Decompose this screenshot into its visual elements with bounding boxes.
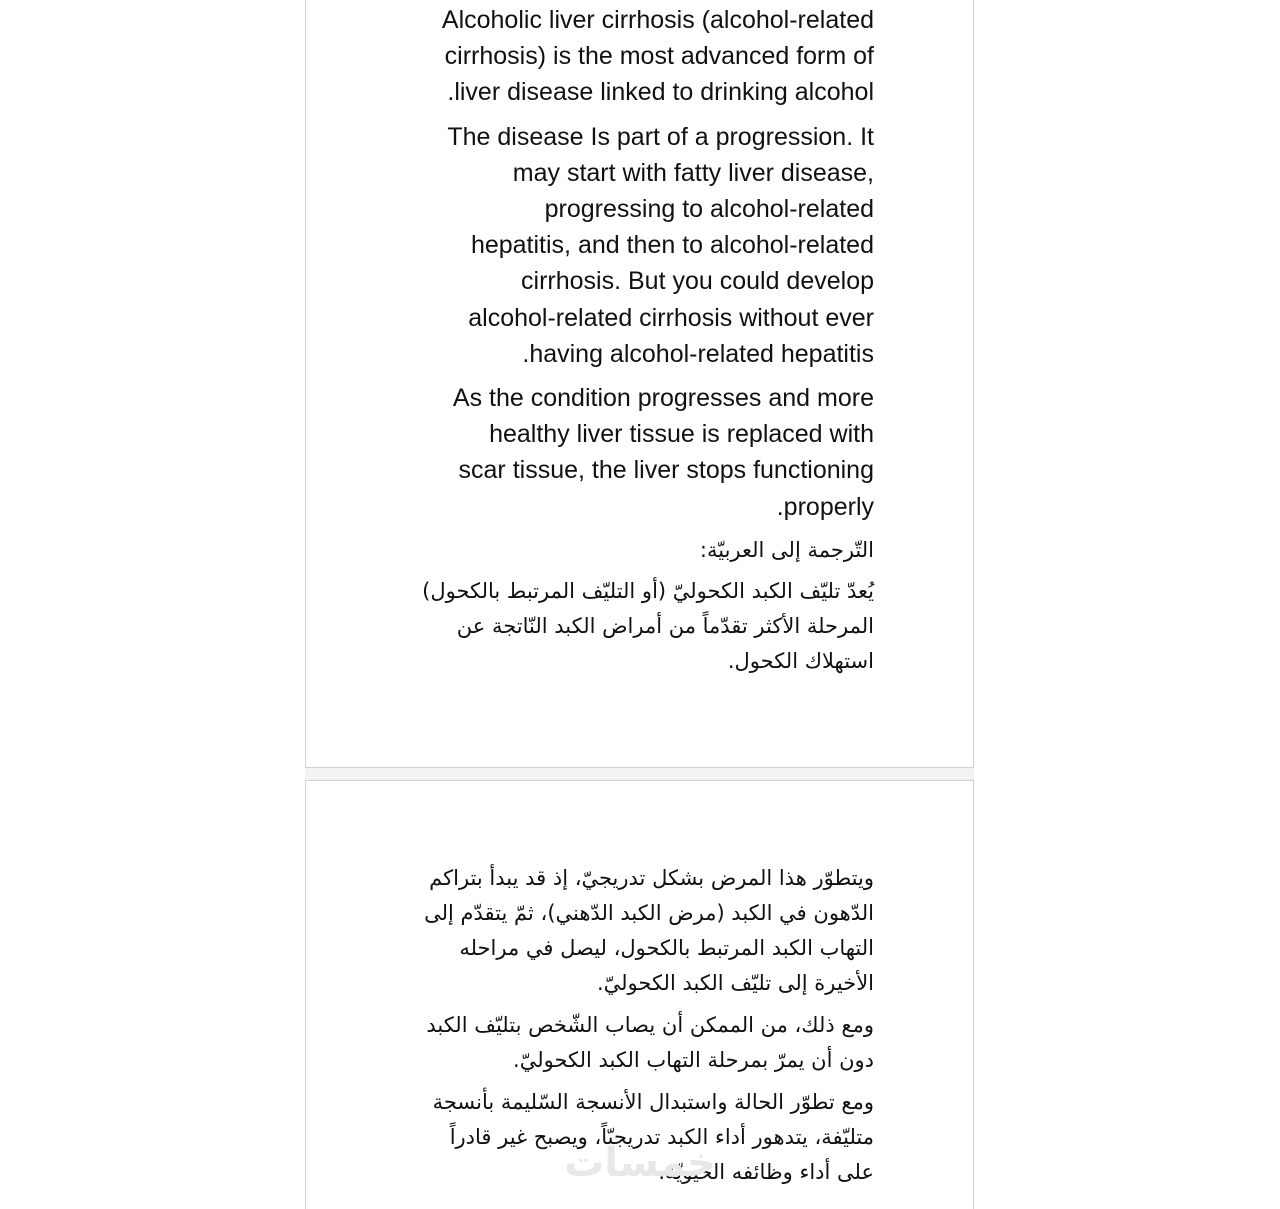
text-line: Alcoholic liver cirrhosis (alcohol-related	[441, 6, 874, 34]
text-line: .liver disease linked to drinking alcohol	[447, 78, 874, 107]
text-line: استهلاك الكحول.	[727, 648, 874, 673]
text-line: التهاب الكبد المرتبط بالكحول، ليصل في مراحله	[459, 936, 874, 960]
text-line: ويتطوّر هذا المرض بشكل تدريجيّ، إذ قد يبدأ بتراكم	[429, 866, 874, 890]
text-line: scar tissue, the liver stops functioning	[458, 456, 874, 485]
text-line: الدّهون في الكبد (مرض الكبد الدّهني)، ثمّ يتقدّم إلى	[424, 901, 874, 925]
text-line: progressing to alcohol-related	[544, 195, 874, 224]
arabic-paragraph-2	[412, 861, 874, 1001]
arabic-paragraph-3	[412, 1008, 874, 1078]
text-line: The disease Is part of a progression. It	[447, 122, 874, 151]
text-line: متليّفة، يتدهور أداء الكبد تدريجيّاً، ويصبح غير قادراً	[449, 1125, 874, 1149]
text-line: ومع ذلك، من الممكن أن يصاب الشّخص بتليّف الكبد	[426, 1013, 874, 1037]
text-line: .properly	[776, 492, 874, 521]
text-line: cirrhosis) is the most advanced form of	[444, 42, 874, 71]
page-gap	[305, 768, 974, 780]
text-line: يُعدّ تليّف الكبد الكحوليّ (أو التليّف المرتبط بالكحول)	[422, 578, 874, 603]
arabic-paragraph-1	[412, 574, 874, 679]
text-line: healthy liver tissue is replaced with	[489, 420, 874, 449]
text-line: alcohol-related cirrhosis without ever	[468, 303, 874, 332]
english-paragraph-2	[412, 119, 874, 372]
text-line: .having alcohol-related hepatitis	[522, 339, 874, 368]
text-line: على أداء وظائفه الحيويّة.	[658, 1160, 874, 1184]
english-paragraph-1	[412, 2, 874, 111]
document-page-2	[305, 780, 974, 1209]
text-line: دون أن يمرّ بمرحلة التهاب الكبد الكحوليّ.	[513, 1048, 874, 1072]
english-paragraph-3	[412, 380, 874, 525]
text-line: المرحلة الأكثر تقدّماً من أمراض الكبد النّاتجة عن	[456, 613, 874, 638]
document-page-1	[305, 0, 974, 768]
text-line: الأخيرة إلى تليّف الكبد الكحوليّ.	[596, 971, 874, 995]
watermark-logo: خمسات	[564, 1140, 716, 1186]
arabic-paragraph-4	[412, 1085, 874, 1190]
text-line: cirrhosis. But you could develop	[521, 267, 874, 296]
page-1-content	[412, 2, 874, 686]
text-line: may start with fatty liver disease,	[512, 158, 874, 187]
text-line: hepatitis, and then to alcohol-related	[470, 231, 874, 260]
text-line: ومع تطوّر الحالة واستبدال الأنسجة السّليمة بأنسجة	[432, 1090, 874, 1114]
translation-heading: التّرجمة إلى العربيّة:	[699, 537, 874, 562]
page-2-content	[412, 861, 874, 1197]
text-line: As the condition progresses and more	[452, 384, 874, 413]
